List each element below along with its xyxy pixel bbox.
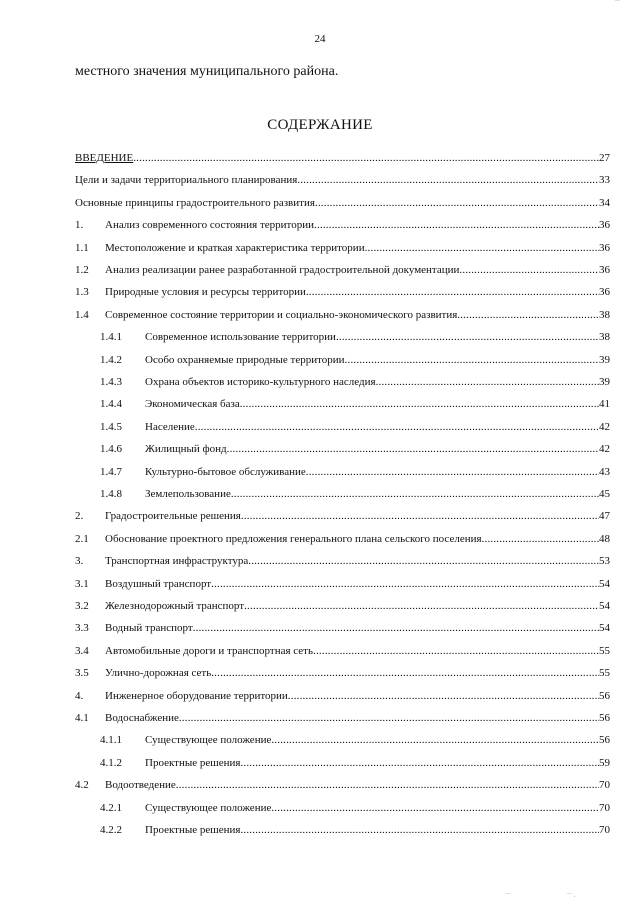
toc-entry[interactable] [0,800,640,816]
toc-entry[interactable] [0,777,640,793]
toc-entry[interactable] [0,576,640,592]
toc-entry-title: Охрана объектов историко-культурного наследия [145,376,376,388]
toc-entry-number: 1.4.7 [100,465,122,478]
toc-entry-page: 48 [599,532,610,545]
toc-entry-page: 36 [599,264,610,276]
toc-entry-title: ВВЕДЕНИЕ [75,152,134,164]
toc-leader-dots [176,777,599,793]
toc-leader-dots [457,307,599,323]
toc-entry[interactable] [0,329,640,345]
toc-entry-page: 70 [599,779,610,792]
toc-leader-dots [271,732,599,748]
toc-entry-title: Анализ современного состояния территории [105,219,314,232]
toc-entry-number: 1.4.1 [100,331,122,344]
toc-entry-title: Анализ реализации ранее разработанной градостроительной документации [105,264,460,276]
toc-entry-page: 70 [599,801,610,814]
toc-entry[interactable] [0,150,640,166]
toc-leader-dots [306,284,599,300]
toc-entry[interactable] [0,396,640,412]
toc-entry-page: 38 [599,331,610,344]
toc-entry-number: 1.3 [75,286,89,299]
toc-leader-dots [345,352,599,368]
toc-leader-dots [365,240,599,256]
toc-entry[interactable] [0,217,640,233]
toc-entry-title: Экономическая база [145,398,240,411]
toc-entry-number: 3.4 [75,644,89,657]
toc-entry[interactable] [0,732,640,748]
toc-entry-page: 55 [599,667,610,680]
toc-leader-dots [297,172,599,188]
toc-leader-dots [313,643,599,659]
toc-entry-title: Улично-дорожная сеть [105,667,212,680]
toc-entry-page: 36 [599,219,610,232]
toc-entry-page: 27 [599,152,610,164]
toc-entry-page: 54 [599,577,610,590]
toc-entry-number: 1. [75,219,84,232]
toc-leader-dots [376,374,599,390]
toc-entry-number: 4.1.1 [100,734,122,747]
toc-entry[interactable] [0,643,640,659]
toc-entry-title: Особо охраняемые природные территории [145,353,345,366]
toc-entry[interactable] [0,284,640,300]
toc-leader-dots [227,441,599,457]
toc-entry-number: 1.4.3 [100,376,122,388]
toc-entry[interactable] [0,620,640,636]
toc-leader-dots [482,531,599,547]
toc-entry-title: Обоснование проектного предложения генерального плана сельского поселения [105,532,482,545]
toc-entry-number: 4.1 [75,712,89,724]
toc-leader-dots [193,620,599,636]
toc-entry-title: Водоснабжение [105,712,179,724]
page-number: 24 [314,33,326,45]
toc-entry-page: 45 [599,488,610,500]
toc-entry-page: 43 [599,465,610,478]
toc-entry-number: 4.2 [75,779,89,792]
toc-entry[interactable] [0,553,640,569]
toc-entry-title: Железнодорожный транспорт [105,600,245,612]
toc-entry-page: 54 [599,622,610,635]
toc-entry-number: 1.4 [75,308,89,321]
toc-leader-dots [288,688,599,704]
toc-leader-dots [240,755,599,771]
toc-entry-number: 1.1 [75,241,89,254]
toc-entry-number: 2.1 [75,532,89,545]
toc-entry-title: Местоположение и краткая характеристика территории [105,241,365,254]
toc-entry-title: Автомобильные дороги и транспортная сеть [105,644,314,657]
toc-entry-title: Культурно-бытовое обслуживание [145,465,306,478]
scan-mark: ‾‾ [615,0,620,8]
toc-leader-dots [306,464,599,480]
toc-leader-dots [179,710,599,726]
toc-entry-title: Проектные решения [145,824,241,836]
toc-entry-page: 39 [599,353,610,366]
toc-entry-title: Цели и задачи территориального планирования [75,174,298,187]
toc-entry-number: 1.4.4 [100,398,122,411]
toc-entry-page: 54 [599,600,610,612]
toc-entry-page: 39 [599,376,610,388]
toc-entry-number: 1.4.2 [100,353,122,366]
toc-entry[interactable] [0,172,640,188]
toc-entry-number: 4.2.1 [100,801,122,814]
toc-entry-number: 3.2 [75,600,89,612]
toc-leader-dots [240,396,599,412]
toc-entry-title: Градостроительные решения [105,510,241,523]
toc-entry-title: Население [145,420,195,433]
toc-entry-page: 34 [599,196,610,209]
toc-entry[interactable] [0,352,640,368]
toc-entry-number: 1.4.5 [100,420,122,433]
toc-entry[interactable] [0,419,640,435]
toc-entry-number: 4.2.2 [100,824,122,836]
toc-leader-dots [244,598,599,614]
toc-entry[interactable] [0,665,640,681]
toc-entry-title: Водоотведение [105,779,176,792]
toc-entry-page: 56 [599,712,610,724]
toc-leader-dots [314,217,599,233]
toc-entry[interactable] [0,374,640,390]
toc-entry[interactable] [0,822,640,838]
toc-entry-title: Транспортная инфраструктура [105,555,249,568]
toc-leader-dots [271,800,599,816]
toc-entry[interactable] [0,598,640,614]
toc-leader-dots [241,508,599,524]
toc-entry-title: Инженерное оборудование территории [105,689,288,702]
toc-entry-page: 36 [599,241,610,254]
toc-entry-page: 59 [599,756,610,769]
toc-entry-page: 36 [599,286,610,299]
toc-entry[interactable] [0,755,640,771]
toc-entry-page: 38 [599,308,610,321]
toc-entry[interactable] [0,486,640,502]
toc-entry-title: Современное использование территории [145,331,336,344]
toc-entry-page: 42 [599,420,610,433]
toc-entry-page: 55 [599,644,610,657]
toc-entry[interactable] [0,531,640,547]
toc-entry[interactable] [0,307,640,323]
toc-leader-dots [248,553,599,569]
toc-entry-number: 1.4.6 [100,443,122,456]
toc-leader-dots [315,195,599,211]
toc-entry[interactable] [0,240,640,256]
toc-entry-page: 33 [599,174,610,187]
toc-leader-dots [240,822,599,838]
toc-leader-dots [133,150,599,166]
toc-entry-title: Существующее положение [145,734,272,747]
toc-entry-title: Существующее положение [145,801,272,814]
toc-entry-page: 70 [599,824,610,836]
toc-entry-number: 3.5 [75,667,89,680]
lead-text: местного значения муниципального района. [75,64,339,79]
toc-entry-number: 3.3 [75,622,89,635]
toc-entry[interactable] [0,441,640,457]
toc-entry-title: Водный транспорт [105,622,193,635]
toc-entry-number: 4. [75,689,84,702]
toc-entry-number: 4.1.2 [100,756,122,769]
toc-entry-number: 2. [75,510,84,523]
toc-entry-page: 56 [599,734,610,747]
toc-entry-number: 1.2 [75,264,89,276]
toc-entry[interactable] [0,262,640,278]
toc-entry-page: 56 [599,689,610,702]
toc-entry-number: 3.1 [75,577,89,590]
toc-entry[interactable] [0,710,640,726]
toc-entry-page: 41 [599,398,610,411]
toc-entry-page: 53 [599,555,610,568]
toc-entry-page: 47 [599,510,610,523]
toc-entry[interactable] [0,195,640,211]
toc-leader-dots [211,665,599,681]
toc-leader-dots [195,419,599,435]
toc-entry-title: Природные условия и ресурсы территории [105,286,306,299]
toc-entry-title: Основные принципы градостроительного развития [75,196,315,209]
toc-title: СОДЕРЖАНИЕ [267,117,373,133]
toc-entry-title: Воздушный транспорт [105,577,212,590]
toc-entry[interactable] [0,688,640,704]
toc-entry-number: 1.4.8 [100,488,122,500]
toc-entry-page: 42 [599,443,610,456]
toc-leader-dots [211,576,599,592]
scan-mark: ‾‾ [506,893,511,901]
toc-entry[interactable] [0,464,640,480]
toc-entry-title: Проектные решения [145,756,241,769]
toc-leader-dots [231,486,599,502]
toc-leader-dots [336,329,599,345]
scan-mark: ‾‾ · [567,893,576,901]
toc-entry-number: 3. [75,555,84,568]
toc-leader-dots [459,262,599,278]
toc-entry-title: Землепользование [145,488,231,500]
toc-entry[interactable] [0,508,640,524]
toc-entry-title: Жилищный фонд [145,443,227,456]
toc-entry-title: Современное состояние территории и социально-экономического развития [105,308,458,321]
